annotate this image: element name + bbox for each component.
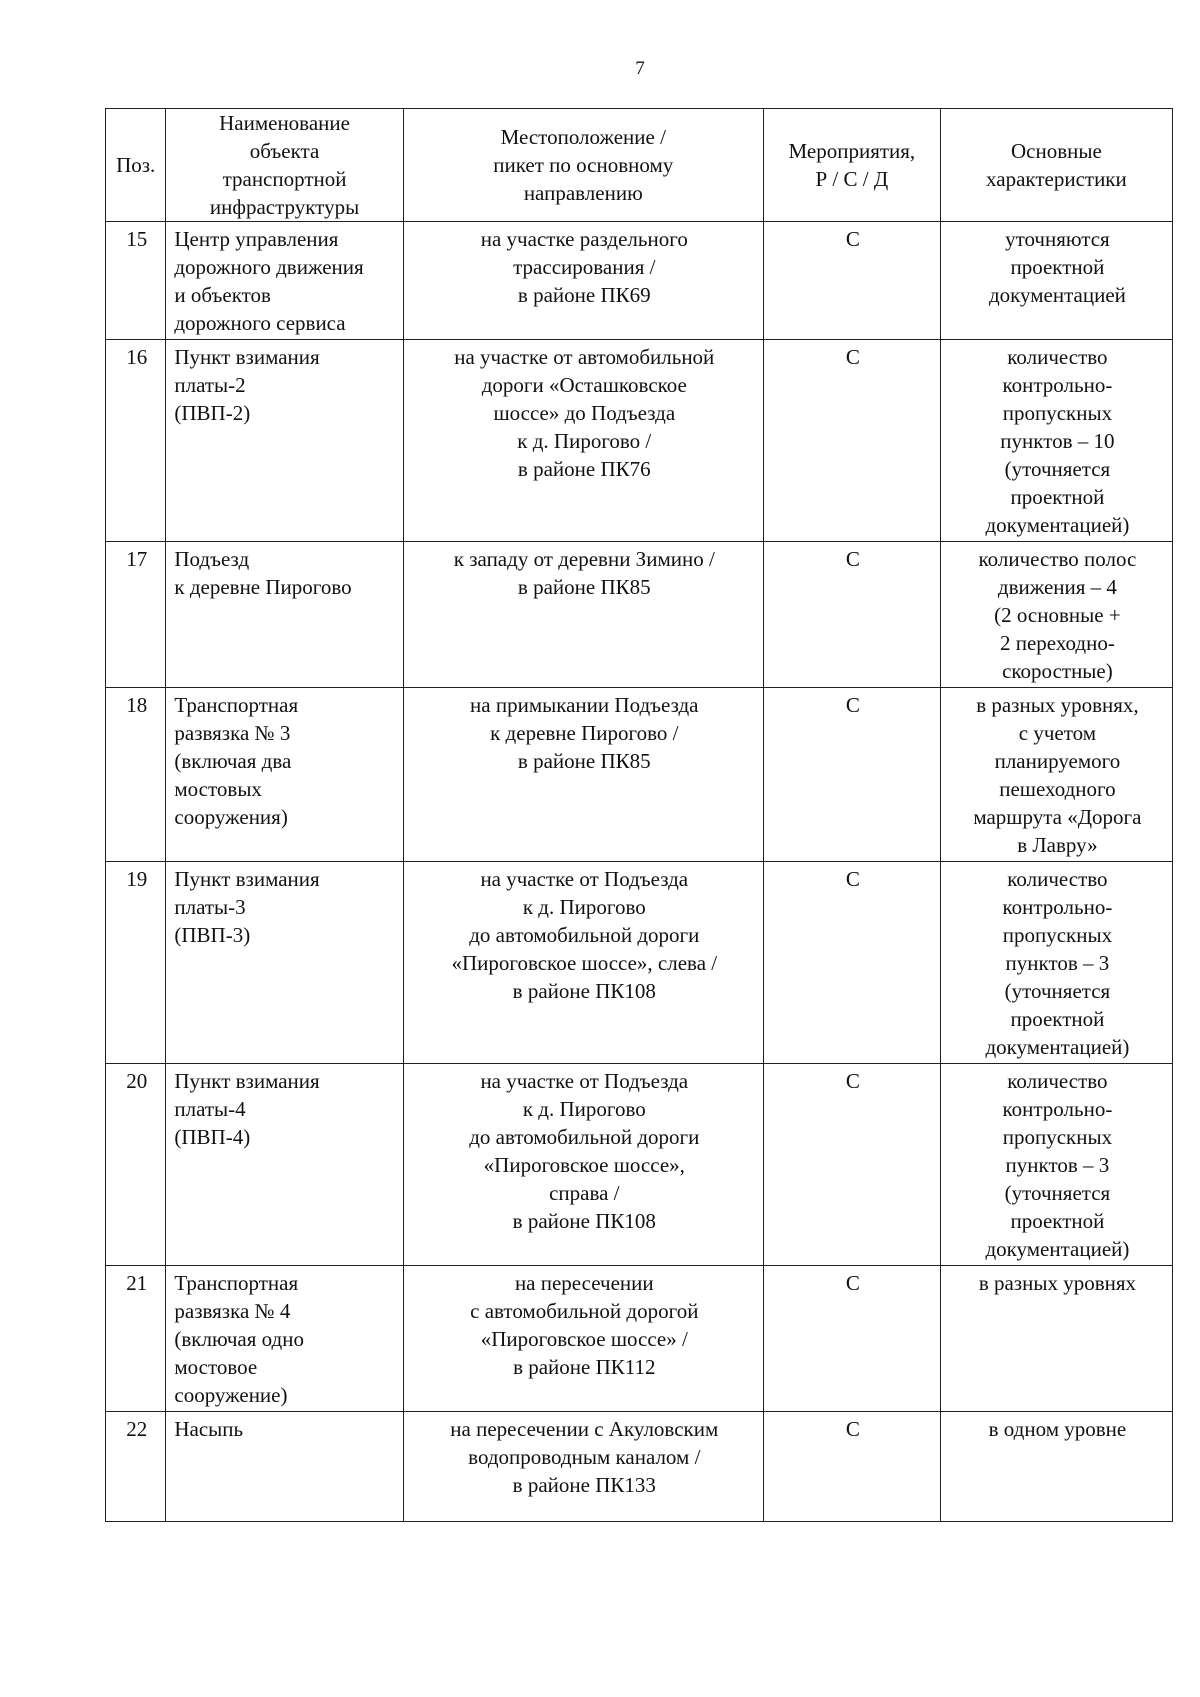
cell-location: на примыкании Подъезда к деревне Пирогово / в районе ПК85 xyxy=(403,688,763,862)
cell-characteristics: количество контрольно- пропускных пунктов – 10 (уточняется проектной документацией) xyxy=(940,340,1172,542)
cell-name: Центр управления дорожного движения и объектов дорожного сервиса xyxy=(166,222,403,340)
cell-name: Транспортная развязка № 3 (включая два мостовых сооружения) xyxy=(166,688,403,862)
cell-location: к западу от деревни Зимино / в районе ПК85 xyxy=(403,542,763,688)
cell-location: на участке раздельного трассирования / в районе ПК69 xyxy=(403,222,763,340)
table-row xyxy=(106,542,1173,688)
cell-pos: 15 xyxy=(106,222,166,340)
cell-location: на пересечении с автомобильной дорогой «Пироговское шоссе» / в районе ПК112 xyxy=(403,1266,763,1412)
table-row xyxy=(106,340,1173,542)
table-row xyxy=(106,1266,1173,1412)
cell-activity: С xyxy=(763,1266,940,1412)
cell-name: Подъезд к деревне Пирогово xyxy=(166,542,403,688)
cell-pos: 20 xyxy=(106,1064,166,1266)
cell-pos: 21 xyxy=(106,1266,166,1412)
cell-pos: 19 xyxy=(106,862,166,1064)
header-pos: Поз. xyxy=(106,109,166,222)
cell-location: на участке от Подъезда к д. Пирогово до автомобильной дороги «Пироговское шоссе», слева / в районе ПК108 xyxy=(403,862,763,1064)
page-number: 7 xyxy=(635,58,645,79)
cell-characteristics: количество полос движения – 4 (2 основные + 2 переходно- скоростные) xyxy=(940,542,1172,688)
cell-characteristics: количество контрольно- пропускных пунктов – 3 (уточняется проектной документацией) xyxy=(940,1064,1172,1266)
cell-activity: С xyxy=(763,862,940,1064)
cell-characteristics: в разных уровнях, с учетом планируемого пешеходного маршрута «Дорога в Лавру» xyxy=(940,688,1172,862)
cell-activity: С xyxy=(763,222,940,340)
cell-name: Транспортная развязка № 4 (включая одно мостовое сооружение) xyxy=(166,1266,403,1412)
header-characteristics: Основные характеристики xyxy=(940,109,1172,222)
cell-activity: С xyxy=(763,542,940,688)
table-row xyxy=(106,688,1173,862)
cell-activity: С xyxy=(763,688,940,862)
cell-name: Пункт взимания платы-3 (ПВП-3) xyxy=(166,862,403,1064)
cell-activity: С xyxy=(763,340,940,542)
cell-location: на пересечении с Акуловским водопроводным каналом / в районе ПК133 xyxy=(403,1412,763,1522)
cell-pos: 17 xyxy=(106,542,166,688)
header-name: Наименование объекта транспортной инфраструктуры xyxy=(166,109,403,222)
cell-characteristics: уточняются проектной документацией xyxy=(940,222,1172,340)
cell-location: на участке от автомобильной дороги «Осташковское шоссе» до Подъезда к д. Пирогово / в районе ПК76 xyxy=(403,340,763,542)
table-row xyxy=(106,1064,1173,1266)
cell-activity: С xyxy=(763,1064,940,1266)
cell-pos: 22 xyxy=(106,1412,166,1522)
cell-name: Насыпь xyxy=(166,1412,403,1522)
cell-pos: 16 xyxy=(106,340,166,542)
cell-activity: С xyxy=(763,1412,940,1522)
table-row xyxy=(106,222,1173,340)
header-location: Местоположение / пикет по основному направлению xyxy=(403,109,763,222)
cell-characteristics: в одном уровне xyxy=(940,1412,1172,1522)
infrastructure-table xyxy=(105,108,1173,1522)
cell-characteristics: в разных уровнях xyxy=(940,1266,1172,1412)
cell-pos: 18 xyxy=(106,688,166,862)
cell-name: Пункт взимания платы-2 (ПВП-2) xyxy=(166,340,403,542)
table-row xyxy=(106,1412,1173,1522)
table-row xyxy=(106,862,1173,1064)
cell-characteristics: количество контрольно- пропускных пунктов – 3 (уточняется проектной документацией) xyxy=(940,862,1172,1064)
header-activities: Мероприятия, Р / С / Д xyxy=(763,109,940,222)
cell-location: на участке от Подъезда к д. Пирогово до автомобильной дороги «Пироговское шоссе», справа / в районе ПК108 xyxy=(403,1064,763,1266)
cell-name: Пункт взимания платы-4 (ПВП-4) xyxy=(166,1064,403,1266)
table-header-row xyxy=(106,109,1173,222)
